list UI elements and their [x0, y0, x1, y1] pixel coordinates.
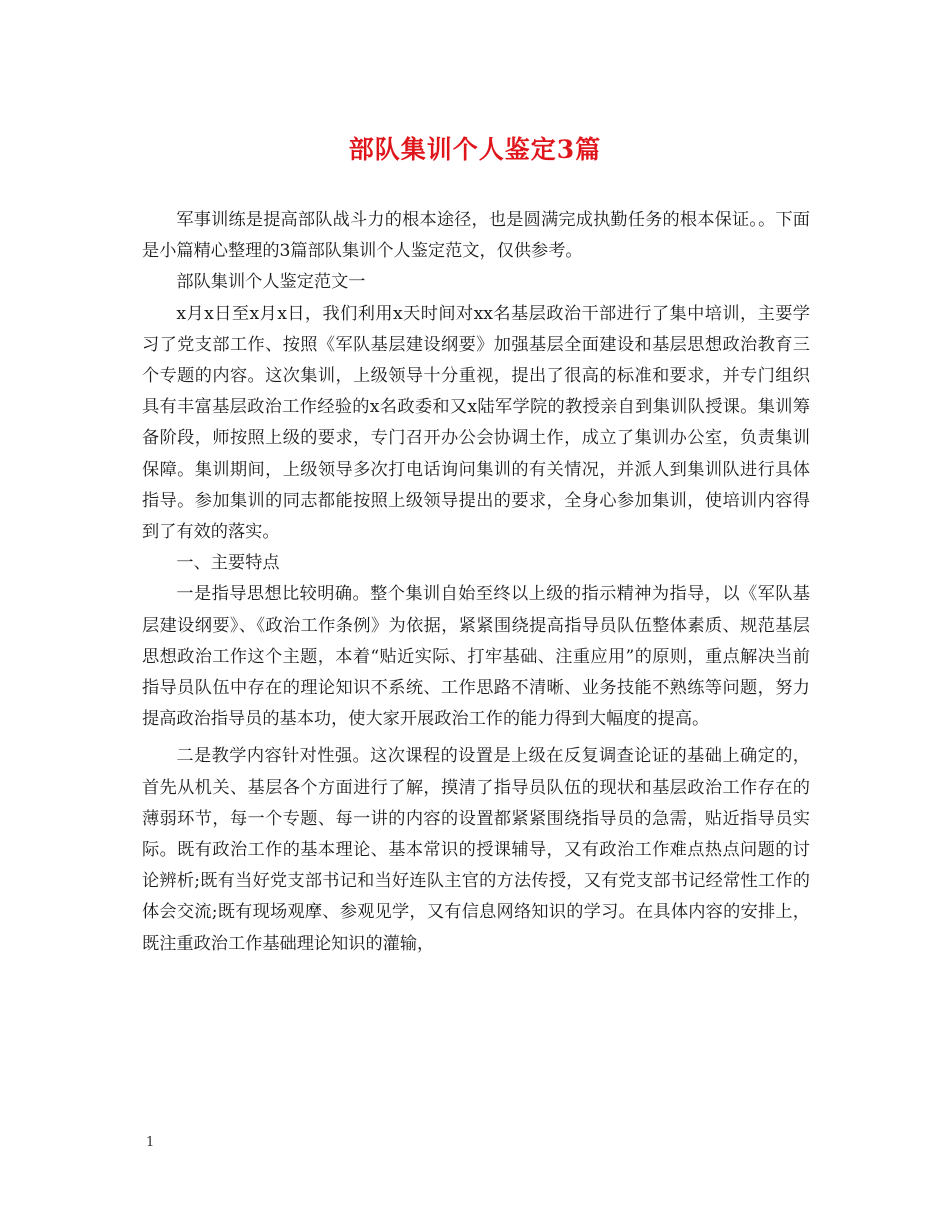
body-paragraph: 一是指导思想比较明确。整个集训自始至终以上级的指示精神为指导，以《军队基层建设纲要》、《政治工作条例》为依据，紧紧围绕提高指导员队伍整体素质、规范基层思想政治工作这个主题，本着“贴近实际、打牢基础、注重应用”的原则，重点解决当前指导员队伍中存在的理论知识不系统、工作思路不清晰、业务技能不熟练等问题，努力提高政治指导员的基本功，使大家开展政治工作的能力得到大幅度的提高。 [142, 584, 810, 730]
intro-paragraph: 军事训练是提高部队战斗力的根本途径，也是圆满完成执勤任务的根本保证。。下面是小篇精心整理的3篇部队集训个人鉴定范文，仅供参考。 [142, 210, 810, 262]
section-heading: 部队集训个人鉴定范文一 [176, 272, 366, 293]
document-body [142, 205, 810, 960]
subsection-heading: 一、主要特点 [176, 553, 280, 574]
document-title: 部队集训个人鉴定3篇 [348, 135, 602, 164]
page-number: 1 [146, 1135, 155, 1150]
body-paragraph: 二是教学内容针对性强。这次课程的设置是上级在反复调查论证的基础上确定的，首先从机关、基层各个方面进行了解，摸清了指导员队伍的现状和基层政治工作存在的薄弱环节，每一个专题、每一讲的内容的设置都紧紧围绕指导员的急需，贴近指导员实际。既有政治工作的基本理论、基本常识的授课辅导，又有政治工作难点热点问题的讨论辨析;既有当好党支部书记和当好连队主官的方法传授，又有党支部书记经常性工作的体会交流;既有现场观摩、参观见学，又有信息网络知识的学习。在具体内容的安排上，既注重政治工作基础理论知识的灌输， [142, 746, 810, 954]
body-paragraph: x月x日至x月x日，我们利用x天时间对xx名基层政治干部进行了集中培训，主要学习了党支部工作、按照《军队基层建设纲要》加强基层全面建设和基层思想政治教育三个专题的内容。这次集训，上级领导十分重视，提出了很高的标准和要求，并专门组织具有丰富基层政治工作经验的x名政委和又x陆军学院的教授亲自到集训队授课。集训筹备阶段，师按照上级的要求，专门召开办公会协调土作，成立了集训办公室，负责集训保障。集训期间，上级领导多次打电话询问集训的有关情况，并派人到集训队进行具体指导。参加集训的同志都能按照上级领导提出的要求，全身心参加集训，使培训内容得到了有效的落实。 [142, 303, 810, 543]
